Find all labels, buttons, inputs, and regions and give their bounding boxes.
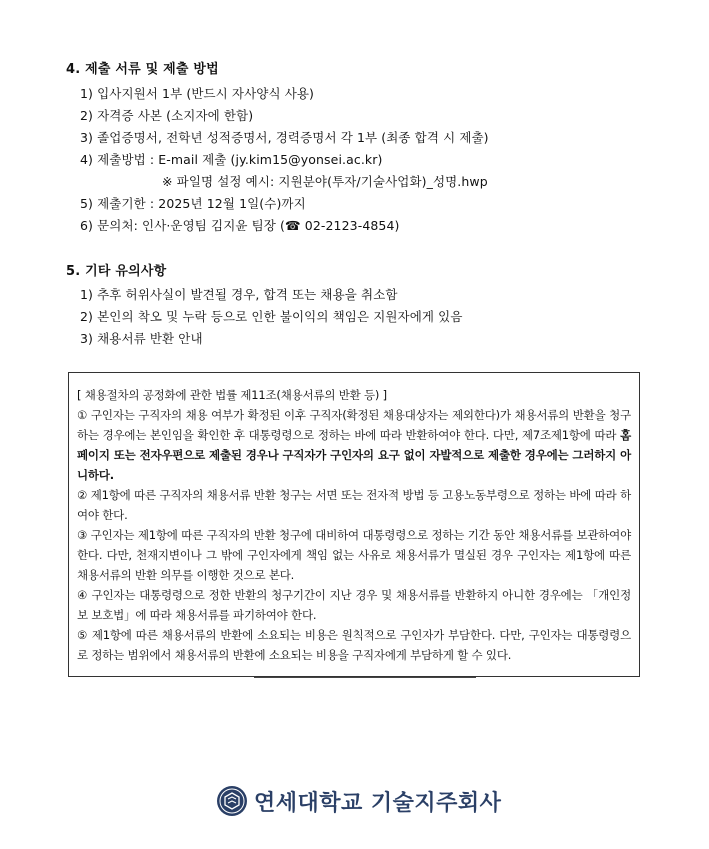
law-notice-box	[68, 372, 640, 677]
law-paragraph-5: ⑤ 제1항에 따른 채용서류의 반환에 소요되는 비용은 원칙적으로 구인자가 부담한다. 다만, 구인자는 대통령령으로 정하는 범위에서 채용서류의 반환에 소요되는 비용을 구직자에게 부담하게 할 수 있다.	[77, 628, 631, 662]
divider-line	[254, 677, 476, 678]
section-4-item-4: 4) 제출방법 : E-mail 제출 (jy.kim15@yonsei.ac.kr)	[80, 152, 383, 167]
footer-logo	[216, 784, 501, 818]
law-box-title: [ 채용절차의 공정화에 관한 법률 제11조(채용서류의 반환 등) ]	[77, 388, 387, 402]
law-paragraph-3: ③ 구인자는 제1항에 따른 구직자의 반환 청구에 대비하여 대통령령으로 정하는 기간 동안 채용서류를 보관하여야 한다. 다만, 천재지변이나 그 밖에 구인자에게 책임 없는 사유로 채용서류가 멸실된 경우 구인자는 제1항에 따른 채용서류의 반환 의무를 이행한 것으로 본다.	[77, 528, 631, 582]
law-paragraph-1-text: ① 구인자는 구직자의 채용 여부가 확정된 이후 구직자(확정된 채용대상자는 제외한다)가 채용서류의 반환을 청구하는 경우에는 본인임을 확인한 후 대통령령으로 정하는 바에 따라 반환하여야 한다. 다만, 제7조제1항에 따라	[77, 408, 631, 442]
law-paragraph-4: ④ 구인자는 대통령령으로 정한 반환의 청구기간이 지난 경우 및 채용서류를 반환하지 아니한 경우에는 「개인정보 보호법」에 따라 채용서류를 파기하여야 한다.	[77, 588, 631, 622]
section-5-item-3: 3) 채용서류 반환 안내	[80, 331, 203, 346]
section-4-item-6: 6) 문의처: 인사·운영팀 김지윤 팀장 (☎ 02-2123-4854)	[80, 218, 400, 233]
section-4-item-1: 1) 입사지원서 1부 (반드시 자사양식 사용)	[80, 86, 315, 101]
section-5-item-2: 2) 본인의 착오 및 누락 등으로 인한 불이익의 책임은 지원자에게 있음	[80, 309, 463, 324]
law-paragraph-1	[77, 405, 631, 485]
law-paragraph-1-bold: 홈페이지 또는 전자우편으로 제출된 경우나 구직자가 구인자의 요구 없이 자발적으로 제출한 경우에는 그러하지 아니하다.	[77, 428, 631, 482]
org-name: 연세대학교 기술지주회사	[254, 790, 502, 816]
section-4-item-3: 3) 졸업증명서, 전학년 성적증명서, 경력증명서 각 1부 (최종 합격 시 제출)	[80, 130, 489, 145]
section-4-item-2: 2) 자격증 사본 (소지자에 한함)	[80, 108, 254, 123]
section-4-filename-note: ※ 파일명 설정 예시: 지원분야(투자/기술사업화)_성명.hwp	[162, 174, 488, 189]
section-4-heading: 4. 제출 서류 및 제출 방법	[66, 62, 219, 77]
section-4-item-5: 5) 제출기한 : 2025년 12월 1일(수)까지	[80, 196, 306, 211]
law-paragraph-2: ② 제1항에 따른 구직자의 채용서류 반환 청구는 서면 또는 전자적 방법 등 고용노동부령으로 정하는 바에 따라 하여야 한다.	[77, 488, 631, 522]
yonsei-seal-icon	[216, 785, 248, 817]
section-5-heading: 5. 기타 유의사항	[66, 264, 167, 279]
section-5-item-1: 1) 추후 허위사실이 발견될 경우, 합격 또는 채용을 취소함	[80, 287, 398, 302]
